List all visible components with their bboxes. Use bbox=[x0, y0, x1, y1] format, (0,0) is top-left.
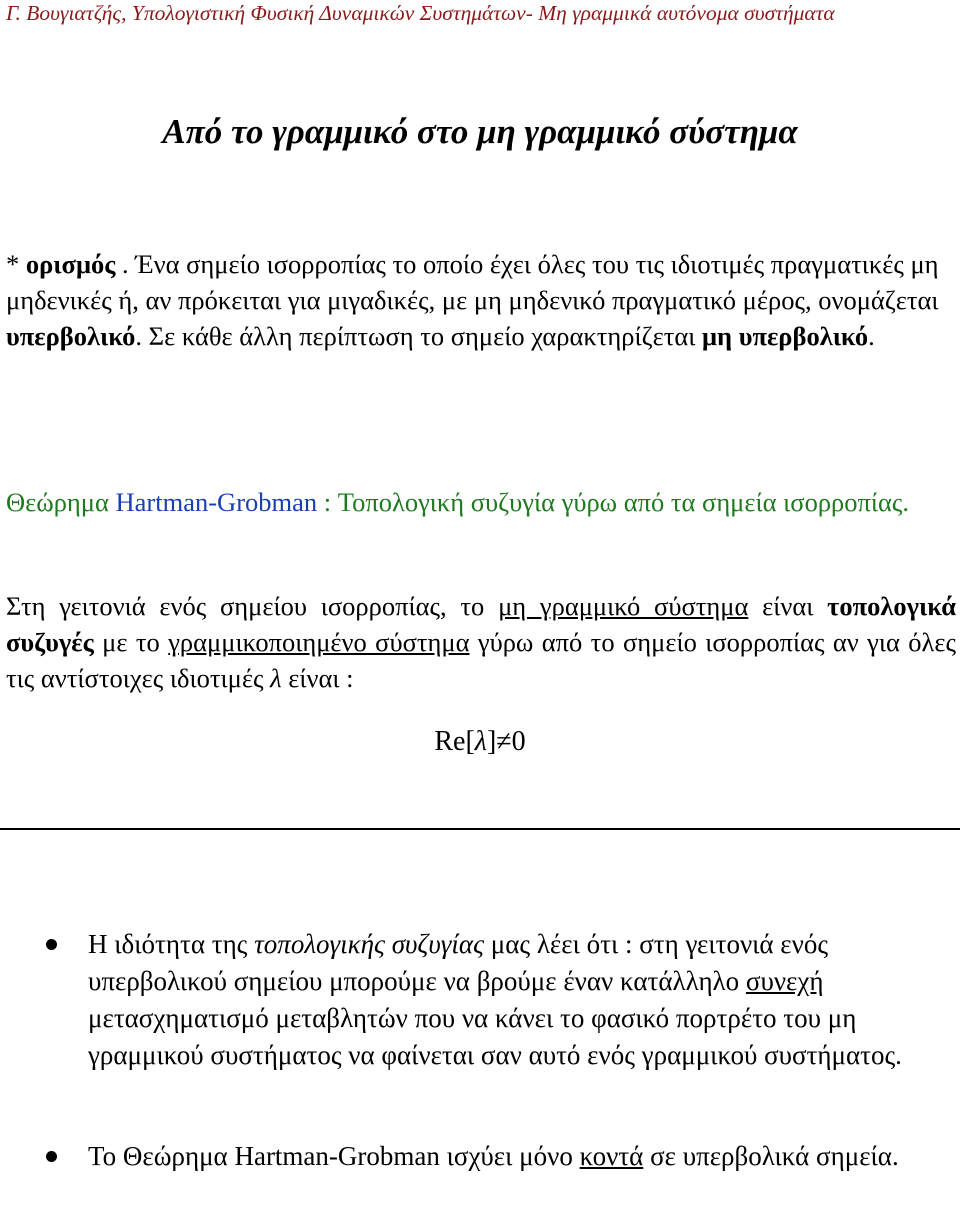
bullet-2-text-1: Το Θεώρημα Hartman-Grobman ισχύει μόνο bbox=[88, 1141, 580, 1171]
theorem-rest: : Τοπολογική συζυγία γύρω από τα σημεία ισορροπίας. bbox=[317, 487, 910, 517]
definition-text-2: . Σε κάθε άλλη περίπτωση το σημείο χαρακτηρίζεται bbox=[135, 321, 703, 351]
near-term: κοντά bbox=[579, 1141, 644, 1171]
lambda-symbol: λ bbox=[270, 663, 282, 693]
bullet-text bbox=[88, 1138, 954, 1175]
definition-star: * bbox=[6, 249, 26, 279]
condition-formula bbox=[0, 724, 960, 760]
formula-post: ]≠0 bbox=[486, 726, 526, 757]
definition-text-3: . bbox=[868, 321, 875, 351]
topological-conjugacy-term: τοπολογικής συζυγίας bbox=[254, 929, 485, 959]
statement-text-2: είναι bbox=[748, 591, 828, 621]
hyperbolic-term: υπερβολικό bbox=[6, 321, 136, 351]
definition-paragraph bbox=[6, 246, 956, 354]
bullet-1-text-1: Η ιδιότητα της bbox=[88, 929, 255, 959]
theorem-prefix: Θεώρημα bbox=[6, 487, 116, 517]
bullet-2-text-2: σε υπερβολικά σημεία. bbox=[643, 1141, 899, 1171]
statement-text-5: είναι : bbox=[281, 663, 354, 693]
definition-text-1: . Ένα σημείο ισορροπίας το οποίο έχει όλες του τις ιδιοτιμές πραγματικές μη μηδενικές ή, αν πρόκειται για μιγαδικές, με μη μηδενικό πραγματικό μέρος, ονομάζεται bbox=[6, 249, 939, 315]
definition-term: ορισμός bbox=[25, 249, 116, 279]
linearized-system-term: γραμμικοποιημένο σύστημα bbox=[168, 627, 470, 657]
theorem-statement bbox=[6, 588, 956, 696]
statement-text-1: Στη γειτονιά ενός σημείου ισορροπίας, το bbox=[6, 591, 499, 621]
topologically-conjugate-term: τοπολογικά συζυγές bbox=[6, 591, 956, 657]
continuous-term: συνεχή bbox=[745, 966, 824, 996]
theorem-name: Hartman-Grobman bbox=[115, 487, 318, 517]
nonlinear-system-term: μη γραμμικό σύστημα bbox=[498, 591, 749, 621]
bullet-dot-icon bbox=[46, 939, 57, 950]
bullet-text bbox=[88, 926, 954, 1074]
theorem-heading bbox=[6, 484, 956, 520]
statement-text-4: γύρω από το σημείο ισορροπίας αν για όλες τις αντίστοιχες ιδιοτιμές bbox=[6, 627, 956, 693]
statement-text-3: με το bbox=[93, 627, 169, 657]
bullet-dot-icon bbox=[46, 1151, 57, 1162]
horizontal-rule bbox=[0, 828, 960, 830]
page-title: Από το γραμμικό στο μη γραμμικό σύστημα bbox=[162, 112, 798, 151]
non-hyperbolic-term: μη υπερβολικό bbox=[702, 321, 869, 351]
bullet-1-text-3: μετασχηματισμό μεταβλητών που να κάνει το φασικό πορτρέτο του μη γραμμικού συστήματος να φαίνεται σαν αυτό ενός γραμμικού συστήματος. bbox=[88, 1003, 902, 1070]
formula-lambda: λ bbox=[474, 726, 487, 757]
bullet-1-text-2: μας λέει ότι : στη γειτονιά ενός υπερβολικού σημείου μπορούμε να βρούμε έναν κατάλληλο bbox=[88, 929, 829, 996]
running-header: Γ. Βουγιατζής, Υπολογιστική Φυσική Δυναμικών Συστημάτων- Μη γραμμικά αυτόνομα συστήματα bbox=[6, 1, 835, 25]
formula-pre: Re[ bbox=[434, 726, 475, 757]
